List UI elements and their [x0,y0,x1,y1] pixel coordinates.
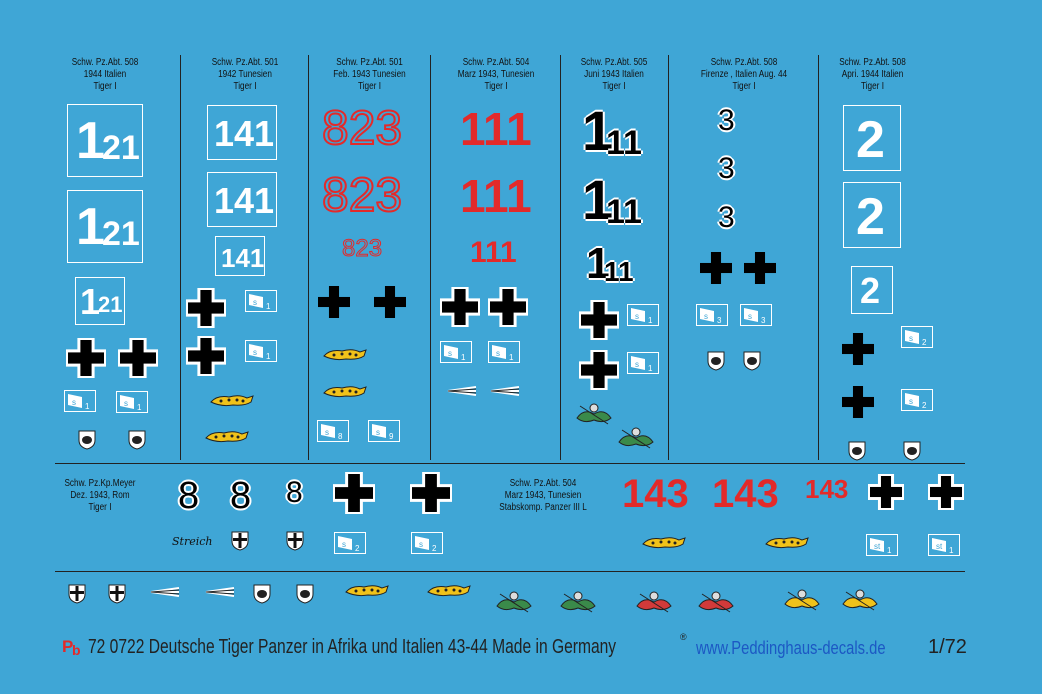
footer-url[interactable]: www.Peddinghaus-decals.de [696,638,886,658]
number-111-small: 11 [604,256,634,287]
caption-meyer [55,478,145,514]
svg-text:8: 8 [338,432,343,441]
svg-text:st: st [936,542,943,551]
svg-text:1: 1 [509,353,514,362]
knight-emblem-icon [558,588,598,614]
svg-text:1: 1 [648,316,653,325]
caption-line: 1942 Tunesien [218,69,272,80]
number-box-121 [67,190,143,263]
divider [55,571,965,572]
number-box-141 [207,172,277,227]
caption-line: Schw. Pz.Abt. 508 [839,57,906,68]
knight-emblem-icon [782,586,822,612]
caption-line: Tiger I [93,81,117,92]
caption-panzer3 [490,478,597,514]
number-823: 823 [322,102,403,155]
svg-text:1: 1 [266,352,271,361]
number-8: 8 [286,476,303,509]
tactical-insignia-icon [928,534,958,554]
number-3: 3 [718,152,735,185]
svg-text:1: 1 [85,402,90,411]
svg-text:1: 1 [266,302,271,311]
caption-line: Schw. Pz.Abt. 508 [71,57,139,68]
svg-text:1: 1 [137,403,142,412]
tiger-emblem-icon [764,534,810,552]
svg-text:s: s [342,540,346,549]
number-111-big: 1 [582,168,614,231]
number-8: 8 [178,475,200,517]
number-box-141 [207,105,277,160]
cross-shield-icon [231,531,249,551]
number-111-big: 1 [582,99,614,162]
divider [560,55,561,460]
balkenkreuz-icon [579,350,619,390]
balkenkreuz-icon [742,250,778,286]
svg-text:3: 3 [761,316,766,325]
tactical-insignia-icon [901,326,931,346]
caption-line: Schw. Pz.Abt. 505 [580,57,648,68]
balkenkreuz-icon [186,336,226,376]
balkenkreuz-icon [372,284,408,320]
svg-text:s: s [909,334,913,343]
unit-shield-icon [296,584,314,604]
divider [55,463,965,464]
svg-text:s: s [748,312,752,321]
number-111-big: 1 [586,239,611,288]
signature-streich: Streich [172,535,213,548]
caption-line: Schw. Pz.Abt. 504 [509,478,577,489]
tiger-emblem-icon [209,392,255,410]
caption-line: Tiger I [602,81,626,92]
number-121-big: 1 [80,281,101,322]
balkenkreuz-icon [118,338,158,378]
unit-shield-icon [743,351,761,371]
number-111-small: 11 [606,124,642,162]
number-823: 823 [342,235,383,262]
number-box-121 [75,277,125,325]
caption-line: Schw. Pz.Kp.Meyer [64,478,136,489]
unit-shield-icon [903,441,921,461]
divider [430,55,431,460]
caption-col7 [829,57,915,93]
footer-reg-mark: ® [680,632,687,642]
tactical-insignia-icon [317,420,347,440]
divider [308,55,309,460]
number-3: 3 [718,104,735,137]
caption-col4 [447,57,545,93]
tiger-emblem-icon [322,383,368,401]
cross-shield-icon [68,584,86,604]
tactical-insignia-icon [411,532,441,552]
number-box-2 [843,182,901,248]
divider [668,55,669,460]
number-143: 143 [805,474,849,504]
unit-shield-icon [848,441,866,461]
number-2: 2 [856,111,885,169]
caption-line: Schw. Pz.Abt. 504 [462,57,530,68]
svg-text:9: 9 [389,432,394,441]
svg-text:2: 2 [922,338,927,347]
number-141: 141 [221,243,265,273]
caption-line: Feb. 1943 Tunesien [333,69,406,80]
caption-col2 [196,57,294,93]
peddinghaus-logo-icon [62,635,88,657]
knight-emblem-icon [696,588,736,614]
knight-emblem-icon [574,400,614,426]
number-box-2 [851,266,893,314]
balkenkreuz-icon [333,472,375,514]
number-823: 823 [322,169,403,222]
caption-line: Schw. Pz.Abt. 501 [336,57,403,68]
svg-text:s: s [253,348,257,357]
caption-line: Tiger I [732,81,756,92]
tiger-emblem-icon [641,534,687,552]
number-121-big: 1 [76,112,105,170]
svg-text:s: s [72,398,76,407]
svg-text:1: 1 [949,546,954,555]
caption-line: Dez. 1943, Rom [70,490,130,501]
tactical-insignia-icon [368,420,398,440]
tactical-insignia-icon [627,352,657,372]
svg-text:s: s [448,349,452,358]
number-box-141 [215,236,265,276]
balkenkreuz-icon [66,338,106,378]
number-8: 8 [230,475,252,517]
caption-line: Tiger I [861,81,884,92]
balkenkreuz-icon [488,287,528,327]
number-121-small: 21 [102,215,140,253]
number-3: 3 [718,201,735,234]
caption-col1 [60,57,150,93]
number-121-small: 21 [98,292,123,317]
unit-shield-icon [78,430,96,450]
caption-line: Firenze , Italien Aug. 44 [700,69,788,80]
speed-emblem-icon [150,585,180,599]
number-111-small: 11 [606,193,642,231]
balkenkreuz-icon [840,384,876,420]
svg-text:1: 1 [887,546,892,555]
caption-line: Juni 1943 Italien [584,69,644,80]
knight-emblem-icon [840,586,880,612]
caption-col3 [322,57,416,93]
tactical-insignia-icon [696,304,726,324]
number-141: 141 [214,180,275,221]
svg-text:P: P [62,637,74,656]
svg-text:s: s [635,360,639,369]
svg-text:s: s [253,298,257,307]
caption-line: Stabskomp. Panzer III L [499,502,587,513]
number-2: 2 [860,270,881,311]
balkenkreuz-icon [186,288,226,328]
tactical-insignia-icon [627,304,657,324]
tactical-insignia-icon [866,534,896,554]
balkenkreuz-icon [579,300,619,340]
caption-line: Marz 1943, Tunesien [457,69,535,80]
tactical-insignia-icon [334,532,364,552]
caption-line: Marz 1943, Tunesien [504,490,582,501]
footer-title: 72 0722 Deutsche Tiger Panzer in Afrika und Italien 43-44 Made in Germany [88,636,617,658]
number-121-big: 1 [76,198,105,256]
number-111-red: 111 [470,236,517,269]
svg-text:s: s [376,428,380,437]
number-box-2 [843,105,901,171]
balkenkreuz-icon [410,472,452,514]
svg-text:s: s [124,399,128,408]
svg-text:2: 2 [922,401,927,410]
unit-shield-icon [128,430,146,450]
cross-shield-icon [286,531,304,551]
caption-line: Tiger I [484,81,508,92]
svg-text:2: 2 [432,544,437,553]
balkenkreuz-icon [440,287,480,327]
svg-text:s: s [325,428,329,437]
unit-shield-icon [253,584,271,604]
svg-text:s: s [496,349,500,358]
svg-text:2: 2 [355,544,360,553]
svg-text:s: s [909,397,913,406]
footer [0,632,1042,662]
knight-emblem-icon [494,588,534,614]
tactical-insignia-icon [245,340,275,360]
footer-scale: 1/72 [928,636,967,658]
knight-emblem-icon [616,424,656,450]
svg-text:b: b [72,642,81,657]
balkenkreuz-icon [840,331,876,367]
tactical-insignia-icon [440,341,470,361]
tiger-emblem-icon [344,582,390,600]
caption-line: Tiger I [358,81,381,92]
knight-emblem-icon [634,588,674,614]
caption-line: Schw. Pz.Abt. 508 [710,57,778,68]
speed-emblem-icon [205,585,235,599]
svg-text:1: 1 [461,353,466,362]
balkenkreuz-icon [316,284,352,320]
caption-line: Schw. Pz.Abt. 501 [211,57,279,68]
tactical-insignia-icon [740,304,770,324]
svg-text:3: 3 [717,316,722,325]
number-143: 143 [622,472,689,516]
number-143: 143 [712,472,779,516]
caption-line: Apri. 1944 Italien [841,69,904,80]
svg-text:s: s [419,540,423,549]
balkenkreuz-icon [698,250,734,286]
caption-col6 [685,57,803,93]
caption-line: Tiger I [88,502,112,513]
cross-shield-icon [108,584,126,604]
speed-emblem-icon [447,384,477,398]
tactical-insignia-icon [901,389,931,409]
tactical-insignia-icon [488,341,518,361]
divider [180,55,181,460]
balkenkreuz-icon [928,474,964,510]
tactical-insignia-icon [245,290,275,310]
number-121-small: 21 [102,129,140,167]
tiger-emblem-icon [426,582,472,600]
number-141: 141 [214,113,275,154]
number-box-121 [67,104,143,177]
caption-col5 [573,57,655,93]
svg-text:s: s [635,312,639,321]
balkenkreuz-icon [868,474,904,510]
unit-shield-icon [707,351,725,371]
tiger-emblem-icon [204,428,250,446]
caption-line: 1944 Italien [83,69,127,80]
speed-emblem-icon [490,384,520,398]
tiger-emblem-icon [322,346,368,364]
caption-line: Tiger I [233,81,257,92]
svg-text:s: s [704,312,708,321]
tactical-insignia-icon [116,391,146,411]
svg-text:1: 1 [648,364,653,373]
tactical-insignia-icon [64,390,94,410]
number-111-red: 111 [460,103,532,155]
number-2: 2 [856,188,885,246]
number-111-red: 111 [460,170,532,222]
divider [818,55,819,460]
svg-text:st: st [874,542,881,551]
